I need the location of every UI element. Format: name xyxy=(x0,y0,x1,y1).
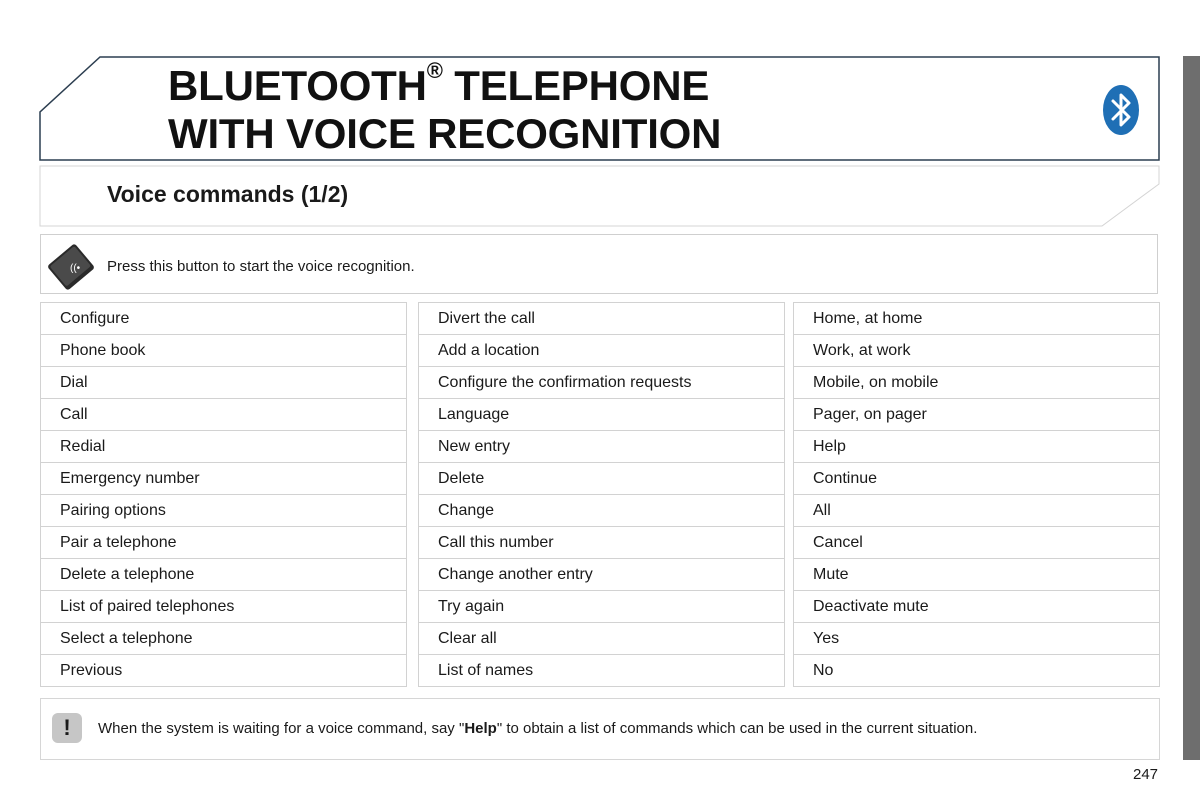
command-item: Language xyxy=(419,399,784,431)
command-item: Try again xyxy=(419,591,784,623)
command-item: Pairing options xyxy=(41,495,406,527)
command-item: No xyxy=(794,655,1159,687)
command-item: Mute xyxy=(794,559,1159,591)
bluetooth-icon xyxy=(1102,84,1140,136)
voice-button-info xyxy=(40,234,1158,294)
page-number: 247 xyxy=(1133,766,1159,783)
command-item: Continue xyxy=(794,463,1159,495)
note-text-part: " to obtain a list of commands which can be used in the current situation. xyxy=(496,720,978,737)
command-item: Pager, on pager xyxy=(794,399,1159,431)
command-item: Home, at home xyxy=(794,303,1159,335)
command-item: Help xyxy=(794,431,1159,463)
page-title xyxy=(168,58,722,158)
command-item: New entry xyxy=(419,431,784,463)
note-text-part: When the system is waiting for a voice command, say " xyxy=(98,720,465,737)
note-text xyxy=(98,720,977,737)
command-item: Deactivate mute xyxy=(794,591,1159,623)
title-line2: WITH VOICE RECOGNITION xyxy=(168,110,722,157)
command-item: Yes xyxy=(794,623,1159,655)
note-box xyxy=(40,698,1160,760)
command-item: Redial xyxy=(41,431,406,463)
command-item: Call this number xyxy=(419,527,784,559)
command-item: Change xyxy=(419,495,784,527)
commands-column-1 xyxy=(40,302,407,687)
command-item: Select a telephone xyxy=(41,623,406,655)
voice-button-instruction: Press this button to start the voice recognition. xyxy=(107,258,415,275)
command-item: Previous xyxy=(41,655,406,687)
commands-column-2 xyxy=(418,302,785,687)
command-item: List of names xyxy=(419,655,784,687)
title-brand: BLUETOOTH xyxy=(168,62,427,109)
command-item: All xyxy=(794,495,1159,527)
command-item: Change another entry xyxy=(419,559,784,591)
command-item: Configure the confirmation requests xyxy=(419,367,784,399)
command-item: Mobile, on mobile xyxy=(794,367,1159,399)
voice-recognition-button-icon xyxy=(47,239,95,295)
warning-icon xyxy=(52,713,82,743)
command-item: Phone book xyxy=(41,335,406,367)
title-line1 xyxy=(168,58,710,109)
command-item: Delete xyxy=(419,463,784,495)
command-item: Emergency number xyxy=(41,463,406,495)
command-item: Cancel xyxy=(794,527,1159,559)
svg-text:((•: ((• xyxy=(70,263,81,274)
command-item: Dial xyxy=(41,367,406,399)
title-line1-rest: TELEPHONE xyxy=(442,62,710,109)
command-item: Add a location xyxy=(419,335,784,367)
warning-glyph: ! xyxy=(63,715,71,740)
command-item: Pair a telephone xyxy=(41,527,406,559)
command-item: Work, at work xyxy=(794,335,1159,367)
command-item: Divert the call xyxy=(419,303,784,335)
command-item: Delete a telephone xyxy=(41,559,406,591)
command-item: Configure xyxy=(41,303,406,335)
command-item: List of paired telephones xyxy=(41,591,406,623)
command-item: Call xyxy=(41,399,406,431)
registered-mark: ® xyxy=(426,58,443,83)
note-keyword: Help xyxy=(464,720,497,737)
commands-column-3 xyxy=(793,302,1160,687)
command-item: Clear all xyxy=(419,623,784,655)
section-title: Voice commands (1/2) xyxy=(107,181,349,207)
